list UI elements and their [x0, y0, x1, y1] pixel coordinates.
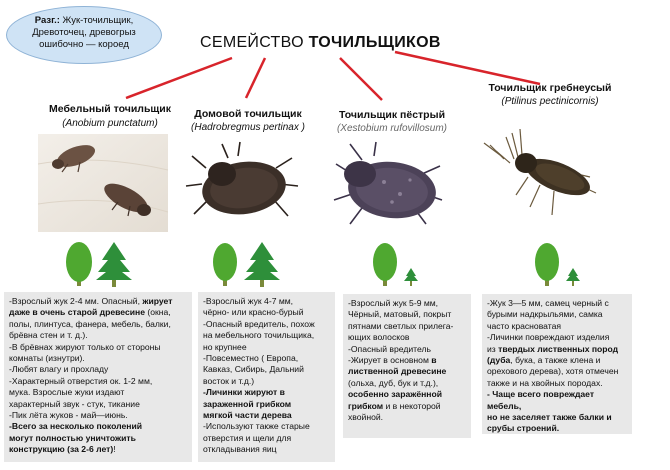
description-line — [9, 410, 187, 421]
trees-group-3 — [368, 240, 428, 288]
bold-text: даже в очень старой древесине — [9, 307, 146, 318]
description-line — [9, 319, 187, 330]
text: бурыми надкрыльями, самка — [487, 309, 603, 320]
text: -Жирует в основном — [348, 355, 432, 366]
bold-text: мягкой части дерева — [203, 410, 292, 421]
description-line — [203, 330, 330, 341]
deciduous-tree-icon — [66, 242, 92, 286]
mottled-beetle-photo — [322, 138, 452, 232]
bold-text: особенно заражённой — [348, 389, 443, 400]
bold-text: твердых лиственных пород — [498, 343, 619, 354]
furniture-beetle-photo — [38, 134, 168, 232]
description-line — [9, 376, 187, 387]
species-description-2 — [198, 292, 335, 462]
species-latin-3: (Xestobium rufovillosum) — [336, 123, 448, 134]
title-normal: СЕМЕЙСТВО — [200, 34, 309, 51]
conifer-tree-icon — [96, 242, 132, 287]
description-line — [487, 423, 627, 434]
species-name-2: Домовой точильщик — [194, 108, 302, 120]
small-conifer-tree-icon — [566, 268, 580, 286]
description-line — [348, 366, 466, 377]
text: -Жук 3—5 мм, самец черный с — [487, 298, 609, 308]
description-line — [203, 296, 330, 307]
text: чёрно- или красно-бурый — [203, 307, 304, 318]
bold-text: -Личинки жируют в — [203, 387, 285, 398]
description-line — [9, 421, 187, 432]
description-line — [487, 355, 627, 366]
conifer-tree-icon — [244, 242, 280, 287]
description-line — [203, 376, 330, 387]
text: из — [487, 343, 499, 354]
description-line — [487, 309, 627, 320]
trees-group-2 — [208, 240, 288, 288]
text: брёвна стен и т. д.). — [9, 330, 88, 341]
description-line — [9, 330, 187, 341]
description-line — [203, 399, 330, 410]
text: -Повсеместно ( Европа, — [203, 353, 299, 364]
description-line — [203, 353, 330, 364]
text: ющих волосков — [348, 332, 410, 343]
description-line — [348, 412, 466, 423]
text: и в некоторой — [383, 400, 441, 411]
description-line — [203, 342, 330, 353]
species-latin-4: (Ptilinus pectinicornis) — [501, 96, 599, 107]
text: хвойной. — [348, 412, 384, 423]
bold-text: зараженной грибком — [203, 398, 292, 409]
text: -Пик лёта жуков - май—июнь. — [9, 410, 128, 421]
text: характерный звук - стук, тикание — [9, 398, 140, 409]
deciduous-tree-icon — [373, 243, 397, 286]
text: мука. Взрослые жуки издают — [9, 387, 125, 398]
description-line — [203, 307, 330, 318]
text: восток и т.д.) — [203, 375, 255, 386]
comb-antenna-beetle-photo — [470, 115, 620, 233]
bubble-text: Жук-точильщик, Древоточец, древогрыз ошибочно — короед — [32, 15, 136, 50]
text: -Опасный вредитель, похож — [203, 318, 315, 329]
text: ! — [113, 444, 116, 455]
text: пятнами светлых прилега- — [348, 320, 454, 331]
description-line — [487, 332, 627, 343]
text: -Используют также старые — [203, 421, 310, 432]
bold-text: лиственной древесине — [348, 366, 447, 377]
description-line — [348, 332, 466, 343]
description-line — [348, 401, 466, 412]
description-line — [348, 321, 466, 332]
text: -Взрослый жук 4-7 мм, — [203, 296, 294, 306]
species-latin-1: (Anobium punctatum) — [62, 118, 158, 129]
description-line — [9, 307, 187, 318]
species-description-1 — [4, 292, 192, 462]
species-name-3: Точильщик пёстрый — [338, 109, 446, 121]
description-line — [348, 309, 466, 320]
text: часто красноватая — [487, 320, 562, 331]
description-line — [203, 319, 330, 330]
text: орехового дерева), хотя отмечен — [487, 366, 619, 377]
bold-text: но не заселяет также балки и — [487, 412, 612, 423]
description-line — [487, 389, 627, 412]
text: также и на хвойных породах. — [487, 377, 603, 388]
description-line — [9, 399, 187, 410]
text: -Личинки повреждают изделия — [487, 332, 610, 343]
text: , бука, а также клена и — [510, 355, 601, 366]
description-line — [487, 298, 627, 309]
species-latin-2: (Hadrobregmus pertinax ) — [191, 122, 305, 133]
bold-text: срубы строений. — [487, 423, 560, 434]
text: (окна, — [145, 307, 171, 318]
deciduous-tree-icon — [535, 243, 559, 286]
connector-line — [126, 58, 232, 98]
deciduous-tree-icon — [213, 243, 237, 286]
connector-line — [395, 52, 540, 84]
text: но крупнее — [203, 341, 247, 352]
text: -Взрослый жук 2-4 мм. Опасный, — [9, 296, 143, 306]
trees-group-1 — [60, 240, 140, 288]
description-line — [348, 344, 466, 355]
description-line — [487, 366, 627, 377]
bold-text: (дуба — [487, 355, 511, 366]
bold-text: в — [431, 355, 437, 366]
connector-line — [340, 58, 382, 100]
species-name-4: Точильщик гребнеусый — [488, 82, 612, 94]
description-line — [487, 378, 627, 389]
text: -В брёвнах жируют только от стороны — [9, 341, 161, 352]
species-name-1: Мебельный точильщик — [49, 103, 171, 115]
description-line — [9, 342, 187, 353]
connector-line — [246, 58, 265, 98]
bold-text: -Всего за несколько поколений — [9, 421, 143, 432]
text: -Опасный вредитель — [348, 343, 431, 354]
text: Кавказ, Сибирь, Дальний — [203, 364, 304, 375]
bold-text: могут полностью уничтожить — [9, 432, 136, 443]
text: -Взрослый жук 5-9 мм, — [348, 298, 439, 308]
description-line — [203, 444, 330, 455]
bubble-prefix: Разг.: — [34, 15, 60, 26]
description-line — [203, 421, 330, 432]
text: (ольха, дуб, бук и т.д.), — [348, 377, 439, 388]
text: -Любят влагу и прохладу — [9, 364, 109, 375]
text: отверстия и щели для — [203, 432, 292, 443]
description-line — [203, 364, 330, 375]
description-line — [348, 355, 466, 366]
death-watch-beetle-photo — [178, 138, 308, 230]
description-line — [9, 353, 187, 364]
trees-group-4 — [530, 240, 590, 288]
text: полы, плинтуса, фанера, мебель, балки, — [9, 318, 171, 329]
title-bold: ТОЧИЛЬЩИКОВ — [308, 34, 441, 51]
description-line — [487, 412, 627, 423]
description-line — [9, 433, 187, 444]
bold-text: грибком — [348, 400, 384, 411]
bold-text: конструкцию (за 2-6 лет) — [9, 444, 114, 455]
description-line — [487, 321, 627, 332]
species-description-3 — [343, 294, 471, 438]
description-line — [9, 444, 187, 455]
text: комнаты (изнутри). — [9, 353, 85, 364]
description-line — [9, 364, 187, 375]
description-line — [9, 387, 187, 398]
species-description-4 — [482, 294, 632, 434]
description-line — [203, 433, 330, 444]
description-line — [348, 389, 466, 400]
text: Чёрный, матовый, покрыт — [348, 309, 452, 320]
bold-text: - Чаще всего повреждает мебель, — [487, 389, 595, 411]
bold-text: жирует — [142, 296, 173, 306]
small-conifer-tree-icon — [404, 268, 418, 286]
text: -Характерный отверстия ок. 1-2 мм, — [9, 375, 153, 386]
description-line — [348, 378, 466, 389]
text: откладывания яиц — [203, 444, 277, 455]
description-line — [487, 344, 627, 355]
text: на мебельного точильщика, — [203, 330, 315, 341]
description-line — [203, 410, 330, 421]
description-line — [203, 387, 330, 398]
description-line — [348, 298, 466, 309]
description-line — [9, 296, 187, 307]
